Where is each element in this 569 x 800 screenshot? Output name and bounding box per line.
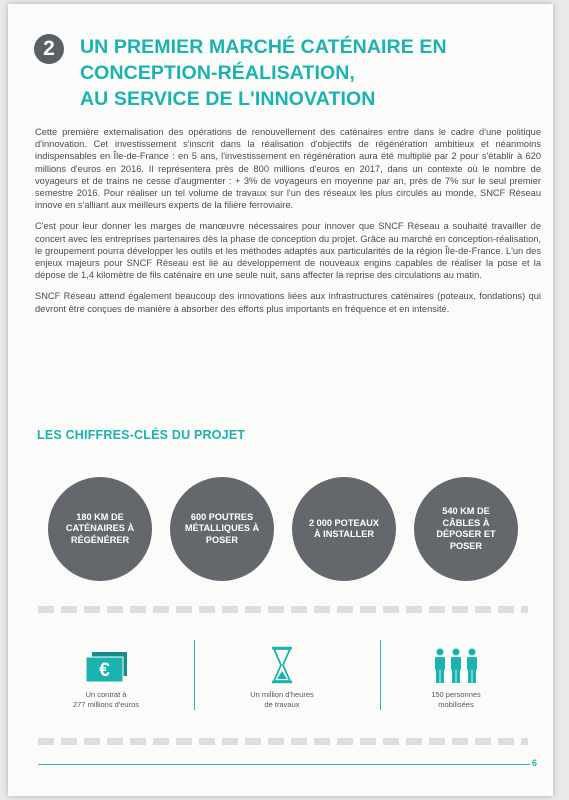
page-number: 6 — [532, 758, 538, 768]
key-figures-circles — [48, 477, 518, 581]
stat-label-line: Un contrat à — [85, 690, 127, 699]
section-title-line: AU SERVICE DE L'INNOVATION — [80, 88, 376, 110]
section-number-badge: 2 — [34, 34, 64, 64]
stat-contract — [26, 636, 186, 710]
stat-label-line: 150 personnes — [431, 690, 481, 699]
key-figure-text: 180 KM DE CATÉNAIRES À RÉGÉNÉRER — [65, 511, 135, 545]
stat-label-line: mobilisées — [438, 700, 474, 709]
key-figure-circle — [170, 477, 274, 581]
hourglass-icon — [202, 636, 362, 684]
key-figures-title: LES CHIFFRES-CLÉS DU PROJET — [37, 428, 246, 442]
key-figure-circle — [414, 477, 518, 581]
stat-label-line: Un million d'heures — [250, 690, 314, 699]
key-figure-text: 2 000 POTEAUX À INSTALLER — [309, 517, 379, 539]
stat-label — [202, 690, 362, 710]
section-title — [80, 34, 540, 112]
stat-label-line: de travaux — [264, 700, 300, 709]
stat-label — [26, 690, 186, 710]
footer-rule — [38, 764, 530, 765]
stat-label — [376, 690, 536, 710]
dashed-divider — [38, 606, 528, 613]
key-figure-circle — [48, 477, 152, 581]
paragraph: SNCF Réseau attend également beaucoup des innovations liées aux infrastructures caténaires (poteaux, fondations) qui devront être conçues de manière à absorber des efforts plus importants en fréquence et en intensité. — [35, 291, 541, 314]
dashed-divider — [38, 738, 528, 745]
key-figure-text: 540 KM DE CÂBLES À DÉPOSER ET POSER — [436, 506, 496, 551]
paragraph: C'est pour leur donner les marges de manœuvre nécessaires pour innover que SNCF Réseau a souhaité travailler de concert avec les entreprises partenaires dès la phase de conception du projet. Grâce au marché en conception-réalisation, le groupement pourra développer les outils et les méthodes adaptés aux particularités de la région Île-de-France. L'un des enjeux majeurs pour SNCF Réseau est lié au développement de nouveaux engins capables de réaliser la pose et la dépose de 1,4 kilomètre de fils caténaire en une seule nuit, sans affecter la reprise des circulations au matin. — [35, 221, 541, 281]
euro-symbol: € — [99, 660, 110, 681]
section-title-line: UN PREMIER MARCHÉ CATÉNAIRE EN — [80, 36, 447, 58]
stat-label-line: 277 millions d'euros — [72, 700, 140, 709]
section-title-line: CONCEPTION-RÉALISATION, — [80, 62, 355, 84]
key-figure-circle — [292, 477, 396, 581]
key-figure-text: 600 POUTRES MÉTALLIQUES À POSER — [184, 511, 260, 545]
vertical-divider — [194, 640, 195, 710]
key-stats-row — [36, 636, 526, 726]
people-icon — [376, 636, 536, 684]
stat-hours — [202, 636, 362, 710]
euro-banknote-icon — [26, 636, 186, 684]
paragraph: Cette première externalisation des opérations de renouvellement des caténaires entre dans le cadre d'une politique d'innovation. Cet investissement s'inscrit dans la réalisation d'objectifs de régénération ambitieux et néanmoins indispensables en Île-de-France : en 5 ans, l'investissement en régénération aura été multiplié par 2 pour s'établir à 620 millions d'euros en 2016. Il représentera près de 800 millions d'euros en 2017, dans un contexte où le nombre de voyageurs et de trains ne cesse d'augmenter : + 3% de voyageurs en moyenne par an, près de 7% sur le seul premier semestre 2016. Pour réaliser un tel volume de travaux sur l'un des réseaux les plus circulés au monde, SNCF Réseau innove en s'alliant aux meilleurs experts de la filière ferroviaire. — [35, 127, 541, 211]
stat-people — [376, 636, 536, 710]
body-text — [35, 126, 541, 324]
document-page — [8, 4, 553, 796]
